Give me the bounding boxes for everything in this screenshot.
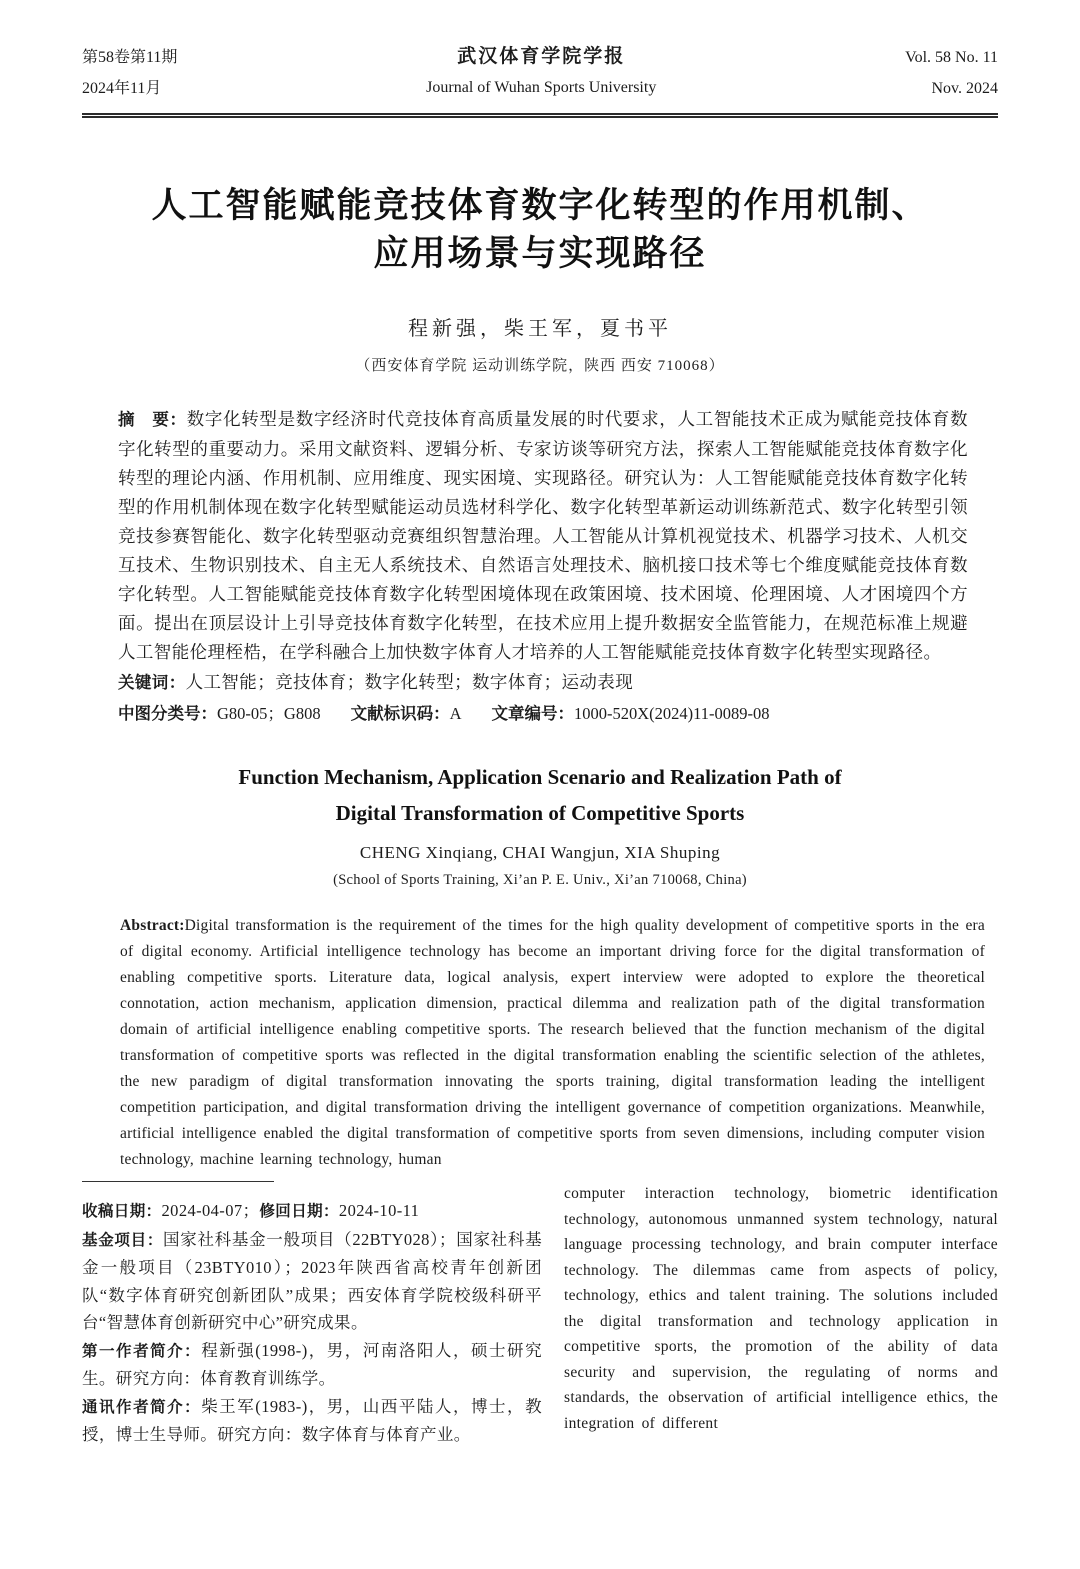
header-center bbox=[426, 42, 656, 104]
article-title-cn-line2: 应用场景与实现路径 bbox=[373, 234, 707, 273]
revised-date-value: 2024-10-11 bbox=[338, 1201, 420, 1220]
corresponding-author-label: 通讯作者简介： bbox=[82, 1398, 202, 1416]
first-author-label: 第一作者简介： bbox=[82, 1342, 202, 1360]
fund-value: 国家社科基金一般项目（22BTY028）；国家社科基金一般项目（23BTY010）；2023年陕西省高校青年创新团队“数字体育研究创新团队”成果；西安体育学院校级科研平台“智慧体育创新研究中心”研究成果。 bbox=[82, 1229, 542, 1332]
abstract-en-column bbox=[564, 1181, 998, 1436]
received-date-label: 收稿日期： bbox=[82, 1203, 162, 1220]
header-right bbox=[905, 42, 998, 104]
abstract-en-text-part1: Digital transformation is the requirement of the times for the high quality development of competitive sports in the era of digital economy. Artificial intelligence technology has become an important driving force for the digital transformation of enabling competitive sports. Literature data, logical analysis, expert interview were adopted to explore the theoretical connotation, action mechanism, application dimension, practical dilemma and realization path of the digital transformation domain of artificial intelligence enabling competitive sports. The research believed that the function mechanism of the digital transformation of competitive sports was reflected in the digital transformation enabling the scientific selection of the athletes, the new paradigm of digital transformation innovating the sports training, digital transformation leading the intelligent competition participation, and digital transformation driving the intelligent governance of competition organizations. Meanwhile, artificial intelligence enabled the digital transformation of competitive sports from seven dimensions, including computer vision technology, machine learning technology, human bbox=[120, 917, 985, 1168]
journal-volume-en: Vol. 58 No. 11 bbox=[905, 49, 998, 66]
meta-line bbox=[118, 699, 968, 729]
revised-date-label: 修回日期： bbox=[259, 1203, 339, 1220]
footnote-divider bbox=[82, 1181, 274, 1182]
abstract-en-text-part2: computer interaction technology, biometric identification technology, autonomous unmanned system technology, natural language processing technology, and brain computer interface technology. The dilemmas came from aspects of policy, technology, ethics and talent training. The solutions included the digital transformation and technology application in competitive sports, the promotion of the ability of data security and supervision, the regulating of norms and standards, the observation of artificial intelligence ethics, the integration of different bbox=[564, 1185, 998, 1432]
paper-page bbox=[0, 42, 1080, 1569]
affiliation-cn: （西安体育学院 运动训练学院，陕西 西安 710068） bbox=[355, 358, 725, 374]
abstract-en-label: Abstract: bbox=[120, 917, 185, 934]
affiliation-en: (School of Sports Training, Xi’an P. E. Univ., Xi’an 710068, China) bbox=[333, 872, 747, 888]
fund-label: 基金项目： bbox=[82, 1231, 164, 1249]
journal-name-en: Journal of Wuhan Sports University bbox=[426, 79, 657, 96]
keywords-label: 关键词： bbox=[118, 674, 186, 692]
article-title-en bbox=[0, 759, 1080, 831]
journal-date-cn: 2024年11月 bbox=[82, 80, 162, 97]
keywords-line bbox=[118, 668, 968, 698]
keywords-text: 人工智能；竞技体育；数字化转型；数字体育；运动表现 bbox=[185, 672, 634, 692]
doc-code-pair bbox=[351, 704, 462, 723]
clc-pair bbox=[118, 704, 321, 723]
article-title-en-line1: Function Mechanism, Application Scenario and Realization Path of bbox=[238, 765, 842, 789]
received-date-value: 2024-04-07； bbox=[161, 1201, 260, 1220]
bottom-columns bbox=[82, 1181, 998, 1449]
footnote-first-author bbox=[82, 1337, 542, 1393]
article-title-cn-line1: 人工智能赋能竞技体育数字化转型的作用机制、 bbox=[151, 186, 929, 225]
doc-code-value: A bbox=[449, 704, 462, 723]
abstract-cn-label: 摘 要： bbox=[118, 411, 187, 429]
article-id-label: 文章编号： bbox=[491, 705, 574, 723]
journal-header bbox=[82, 42, 998, 104]
corresponding-author-value: 柴王军(1983-)，男，山西平陆人，博士，教授，博士生导师。研究方向：数字体育与体育产业。 bbox=[82, 1396, 542, 1444]
abstract-cn-text: 数字化转型是数字经济时代竞技体育高质量发展的时代要求，人工智能技术正成为赋能竞技体育数字化转型的重要动力。采用文献资料、逻辑分析、专家访谈等研究方法，探索人工智能赋能竞技体育数字化转型的理论内涵、作用机制、应用维度、现实困境、实现路径。研究认为：人工智能赋能竞技体育数字化转型的作用机制体现在数字化转型赋能运动员选材科学化、数字化转型革新运动训练新范式、数字化转型引领竞技参赛智能化、数字化转型驱动竞赛组织智慧治理。人工智能从计算机视觉技术、机器学习技术、人机交互技术、生物识别技术、自主无人系统技术、自然语言处理技术、脑机接口技术等七个维度赋能竞技体育数字化转型。人工智能赋能竞技体育数字化转型困境体现在政策困境、技术困境、伦理困境、人才困境四个方面。提出在顶层设计上引导竞技体育数字化转型，在技术应用上提升数据安全监管能力，在规范标准上规避人工智能伦理桎梏，在学科融合上加快数字体育人才培养的人工智能赋能竞技体育数字化转型实现路径。 bbox=[118, 409, 968, 662]
abstract-cn bbox=[118, 405, 968, 667]
journal-issue-cn: 第58卷第11期 bbox=[82, 49, 178, 66]
article-id-pair bbox=[492, 704, 770, 723]
footnote-column bbox=[82, 1181, 542, 1449]
first-author-value: 程新强(1998-)，男，河南洛阳人，硕士研究生。研究方向：体育教育训练学。 bbox=[82, 1340, 542, 1388]
journal-date-en: Nov. 2024 bbox=[931, 80, 998, 97]
abstract-en-part1 bbox=[120, 913, 985, 1173]
authors-cn: 程新强，柴王军，夏书平 bbox=[408, 318, 672, 340]
footnote-fund bbox=[82, 1226, 542, 1337]
header-left bbox=[82, 42, 177, 104]
doc-code-label: 文献标识码： bbox=[350, 705, 450, 723]
footnote-corresponding-author bbox=[82, 1393, 542, 1449]
article-id-value: 1000-520X(2024)11-0089-08 bbox=[574, 704, 770, 723]
authors-en: CHENG Xinqiang, CHAI Wangjun, XIA Shuping bbox=[359, 843, 721, 862]
article-title-cn bbox=[0, 182, 1080, 278]
journal-name-cn: 武汉体育学院学报 bbox=[457, 46, 626, 67]
footnote-dates bbox=[82, 1197, 542, 1226]
header-divider bbox=[82, 113, 998, 118]
article-title-en-line2: Digital Transformation of Competitive Sports bbox=[335, 801, 745, 825]
clc-label: 中图分类号： bbox=[118, 705, 217, 723]
clc-value: G80-05；G808 bbox=[217, 704, 321, 723]
